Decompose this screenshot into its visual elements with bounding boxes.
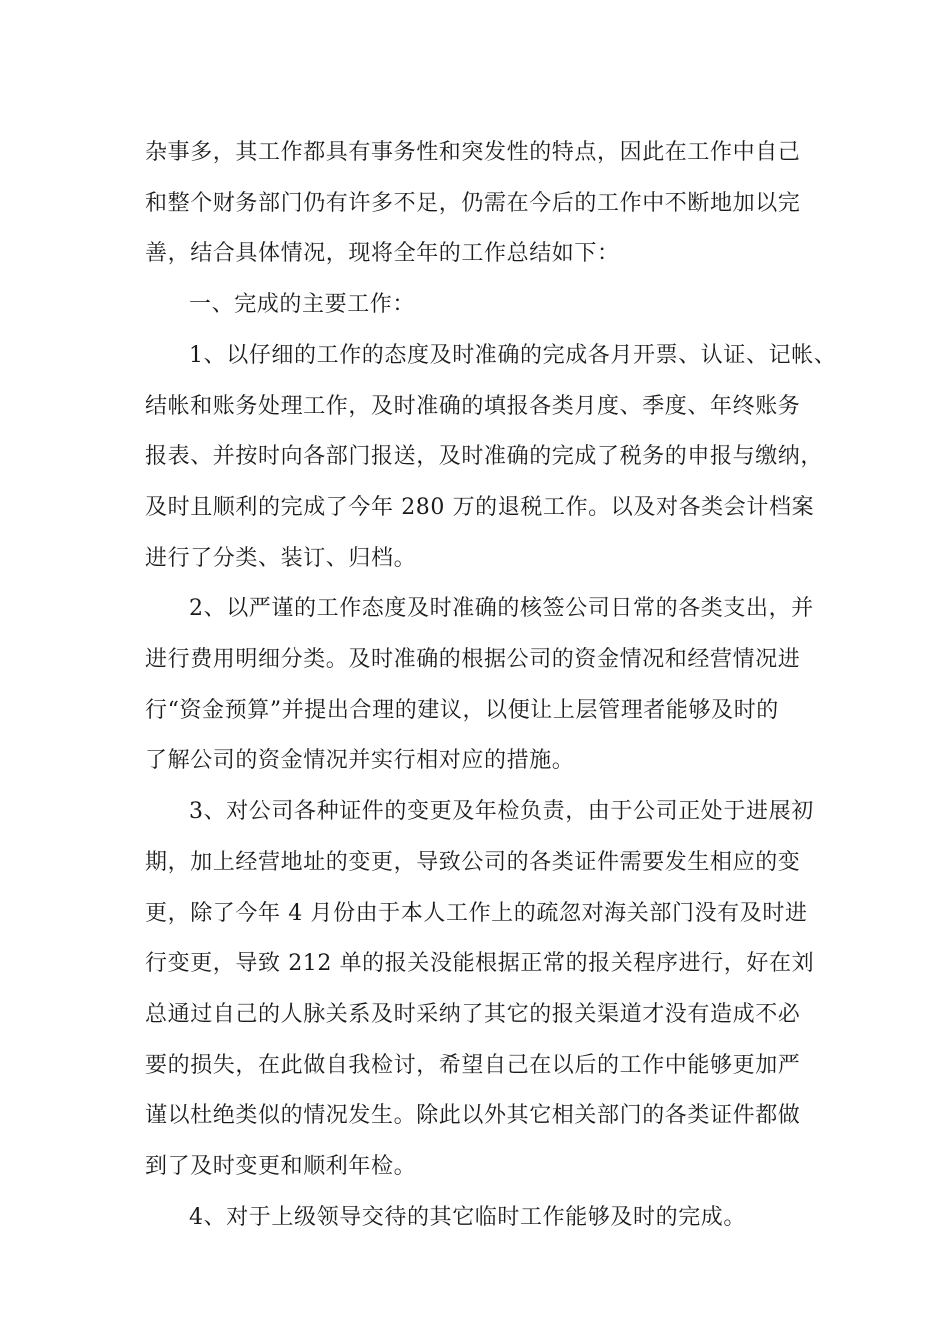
text-line: 行变更，导致 212 单的报关没能根据正常的报关程序进行，好在刘	[145, 951, 815, 977]
text-line: 2、以严谨的工作态度及时准确的核签公司日常的各类支出，并	[189, 596, 814, 622]
text-line: 善，结合具体情况，现将全年的工作总结如下：	[145, 241, 620, 267]
text-line: 1、以仔细的工作的态度及时准确的完成各月开票、认证、记帐、	[189, 342, 837, 368]
text-line: 期，加上经营地址的变更，导致公司的各类证件需要发生相应的变	[145, 849, 801, 875]
text-line: 更，除了今年 4 月份由于本人工作上的疏忽对海关部门没有及时进	[145, 900, 808, 926]
text-line: 杂事多，其工作都具有事务性和突发性的特点，因此在工作中自己	[145, 140, 801, 165]
text-line: 行“资金预算”并提出合理的建议，以便让上层管理者能够及时的	[145, 697, 779, 723]
text-line: 要的损失，在此做自我检讨，希望自己在以后的工作中能够更加严	[145, 1052, 801, 1078]
paragraph-item-4	[145, 1193, 810, 1244]
text-line: 谨以杜绝类似的情况发生。除此以外其它相关部门的各类证件都做	[145, 1103, 801, 1129]
text-line: 3、对公司各种证件的变更及年检负责，由于公司正处于进展初	[189, 799, 814, 825]
paragraph-item-2	[145, 584, 814, 787]
text-line: 进行了分类、装订、归档。	[145, 545, 417, 571]
paragraph-intro	[145, 128, 810, 280]
text-line: 总通过自己的人脉关系及时采纳了其它的报关渠道才没有造成不必	[145, 1001, 801, 1027]
text-line: 结帐和账务处理工作，及时准确的填报各类月度、季度、年终账务	[145, 393, 801, 419]
text-line: 和整个财务部门仍有许多不足，仍需在今后的工作中不断地加以完	[145, 190, 801, 216]
document-page	[145, 128, 837, 1243]
section-heading	[145, 280, 810, 331]
heading-line: 一、完成的主要工作：	[189, 292, 416, 318]
text-line: 到了及时变更和顺利年检。	[145, 1154, 417, 1180]
text-line: 了解公司的资金情况并实行相对应的措施。	[145, 748, 575, 774]
text-line: 进行费用明细分类。及时准确的根据公司的资金情况和经营情况进	[145, 647, 801, 673]
text-line: 及时且顺利的完成了今年 280 万的退税工作。以及对各类会计档案	[145, 494, 815, 520]
text-line: 报表、并按时向各部门报送，及时准确的完成了税务的申报与缴纳，	[145, 444, 824, 470]
text-line: 4、对于上级领导交待的其它临时工作能够及时的完成。	[189, 1204, 746, 1230]
paragraph-item-3	[145, 787, 815, 1193]
paragraph-item-1	[145, 331, 837, 585]
